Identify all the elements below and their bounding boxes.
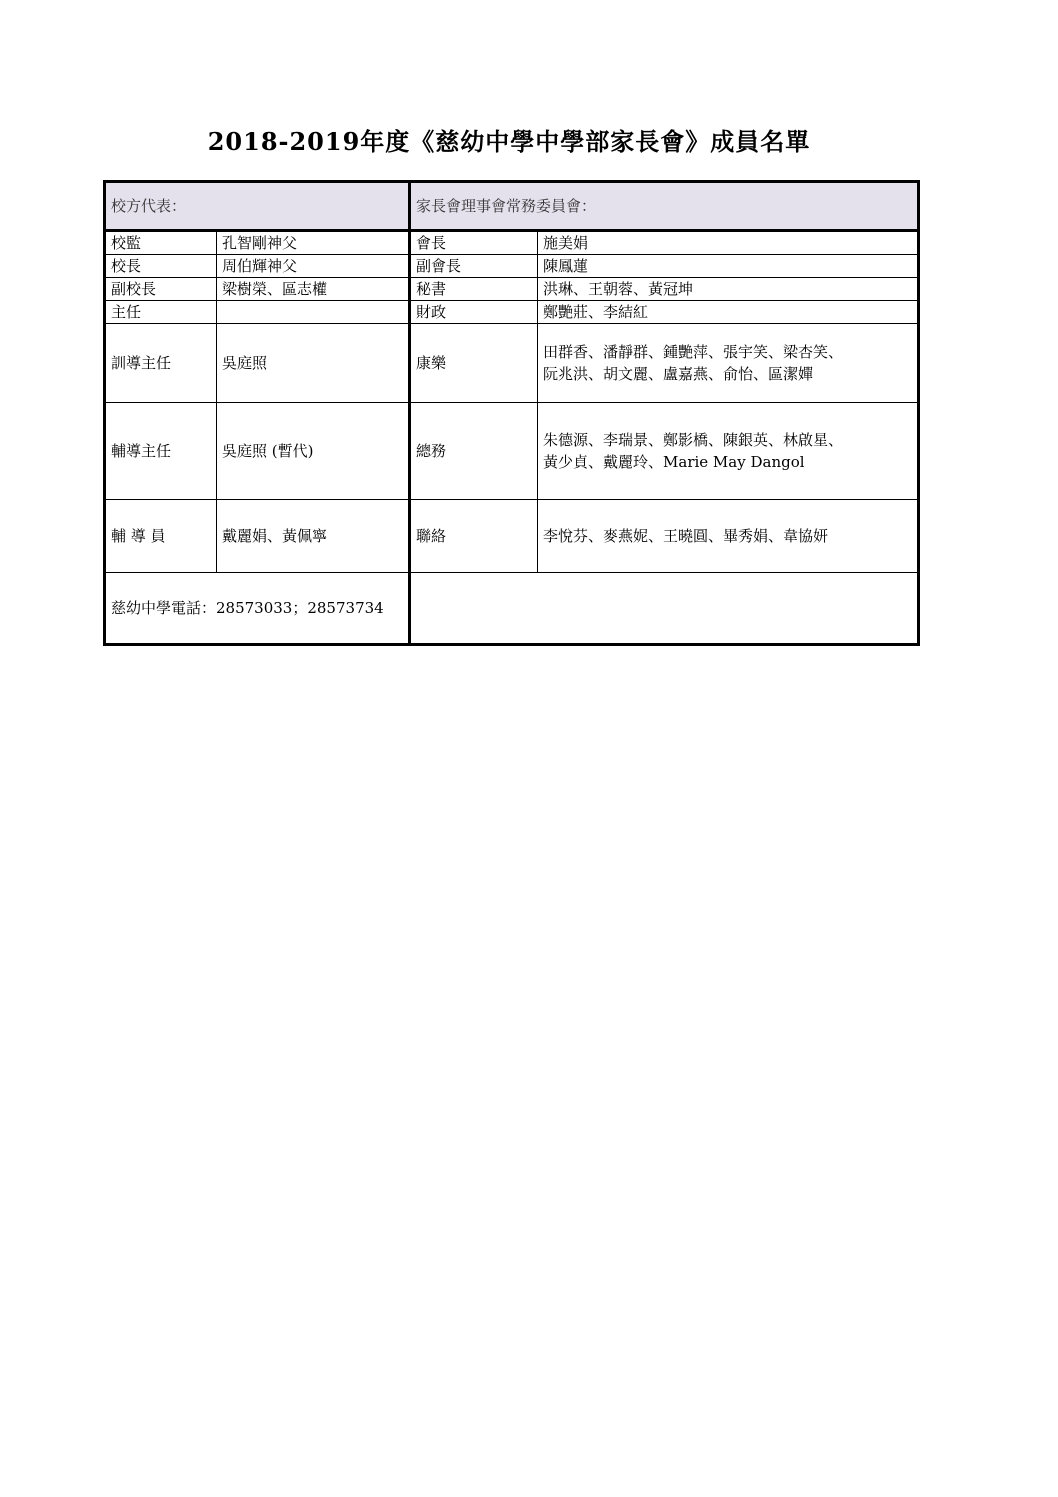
committee-members-line-2: 黃少貞、戴麗玲、Marie May Dangol: [543, 453, 805, 471]
committee-role: 財政: [410, 301, 538, 324]
table-row: [105, 403, 919, 500]
footer-empty-cell: [410, 573, 919, 645]
school-role: 訓導主任: [105, 324, 217, 403]
school-role: 副校長: [105, 278, 217, 301]
school-role: 輔導主任: [105, 403, 217, 500]
school-role: 主任: [105, 301, 217, 324]
school-role: 輔 導 員: [105, 500, 217, 573]
table-row: [105, 231, 919, 255]
school-member: [217, 301, 410, 324]
committee-role: 副會長: [410, 255, 538, 278]
table-row: [105, 301, 919, 324]
committee-members-line-2: 阮兆洪、胡文麗、盧嘉燕、俞怡、區潔嬋: [543, 365, 814, 383]
school-role: 校監: [105, 231, 217, 255]
school-member: 吳庭照: [217, 324, 410, 403]
committee-members: [538, 403, 919, 500]
table-row: [105, 500, 919, 573]
committee-role: 聯絡: [410, 500, 538, 573]
school-role: 校長: [105, 255, 217, 278]
school-member: 孔智剛神父: [217, 231, 410, 255]
committee-members: 李悅芬、麥燕妮、王曉圓、畢秀娟、韋協妍: [538, 500, 919, 573]
committee-role: 康樂: [410, 324, 538, 403]
school-representatives-header: 校方代表：: [105, 182, 410, 231]
committee-role: 會長: [410, 231, 538, 255]
school-member: 戴麗娟、黃佩寧: [217, 500, 410, 573]
committee-members-line-1: 田群香、潘靜群、鍾艷萍、張宇笑、梁杏笑、: [543, 343, 844, 361]
committee-members: 施美娟: [538, 231, 919, 255]
page-title: 2018-2019年度《慈幼中學中學部家長會》成員名單: [207, 127, 811, 156]
school-member: 周伯輝神父: [217, 255, 410, 278]
committee-role: 總務: [410, 403, 538, 500]
school-member: 梁樹榮、區志權: [217, 278, 410, 301]
school-member: 吳庭照 (暫代): [217, 403, 410, 500]
committee-role: 秘書: [410, 278, 538, 301]
committee-members: [538, 324, 919, 403]
committee-header: 家長會理事會常務委員會：: [410, 182, 919, 231]
footer-row: [105, 573, 919, 645]
school-phone: 慈幼中學電話：28573033；28573734: [105, 573, 410, 645]
member-roster-table: [103, 180, 920, 646]
committee-members: 鄭艷莊、李結紅: [538, 301, 919, 324]
committee-members: 陳鳳蓮: [538, 255, 919, 278]
table-row: [105, 278, 919, 301]
table-header-row: [105, 182, 919, 231]
committee-members-line-1: 朱德源、李瑞景、鄭影橋、陳銀英、林啟星、: [543, 431, 844, 449]
committee-members: 洪琳、王朝蓉、黃冠坤: [538, 278, 919, 301]
table-row: [105, 255, 919, 278]
table-row: [105, 324, 919, 403]
